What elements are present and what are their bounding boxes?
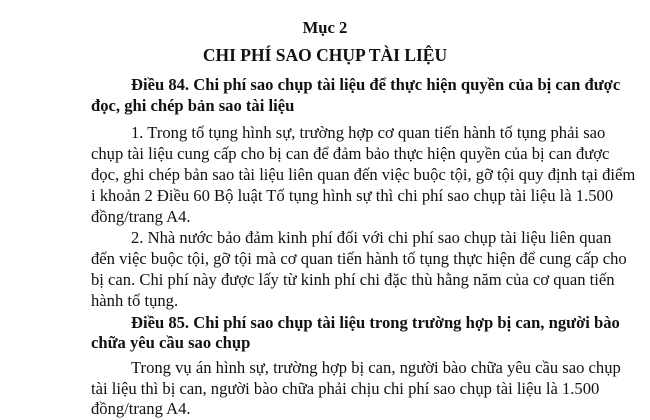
paragraph-line: Trong vụ án hình sự, trường hợp bị can, người bào chữa yêu cầu sao chụp (131, 358, 621, 377)
paragraph-line: chụp tài liệu cung cấp cho bị can để đảm bảo thực hiện quyền của bị can được (91, 144, 610, 163)
paragraph-line: đến việc buộc tội, gỡ tội mà cơ quan tiến hành tố tụng thực hiện để cung cấp cho (91, 249, 627, 268)
paragraph-line: đọc, ghi chép bản sao tài liệu liên quan đến việc buộc tội, gỡ tội quy định tại điểm (91, 165, 636, 184)
article-84-title-line-2: đọc, ghi chép bản sao tài liệu (91, 96, 295, 115)
paragraph-line: tài liệu thì bị can, người bào chữa phải chịu chi phí sao chụp tài liệu là 1.500 (91, 379, 600, 398)
paragraph-line: i khoản 2 Điều 60 Bộ luật Tố tụng hình sự thì chi phí sao chụp tài liệu là 1.500 (91, 186, 614, 205)
article-85-title-line-2: chữa yêu cầu sao chụp (91, 333, 251, 352)
paragraph-line: hành tố tụng. (91, 291, 179, 310)
paragraph-line: đồng/trang A4. (91, 207, 191, 226)
section-title: CHI PHÍ SAO CHỤP TÀI LIỆU (202, 45, 448, 65)
paragraph-line: 1. Trong tố tụng hình sự, trường hợp cơ quan tiến hành tố tụng phải sao (131, 123, 606, 142)
section-heading: Mục 2 (302, 18, 348, 37)
paragraph-line: bị can. Chi phí này được lấy từ kinh phí chi đặc thù hằng năm của cơ quan tiến (91, 270, 615, 289)
paragraph-line: đồng/trang A4. (91, 399, 191, 418)
paragraph-line: 2. Nhà nước bảo đảm kinh phí đối với chi phí sao chụp tài liệu liên quan (131, 228, 612, 247)
article-84-title-line-1: Điều 84. Chi phí sao chụp tài liệu để thực hiện quyền của bị can được (131, 75, 621, 94)
article-85-title-line-1: Điều 85. Chi phí sao chụp tài liệu trong trường hợp bị can, người bào (131, 313, 620, 332)
